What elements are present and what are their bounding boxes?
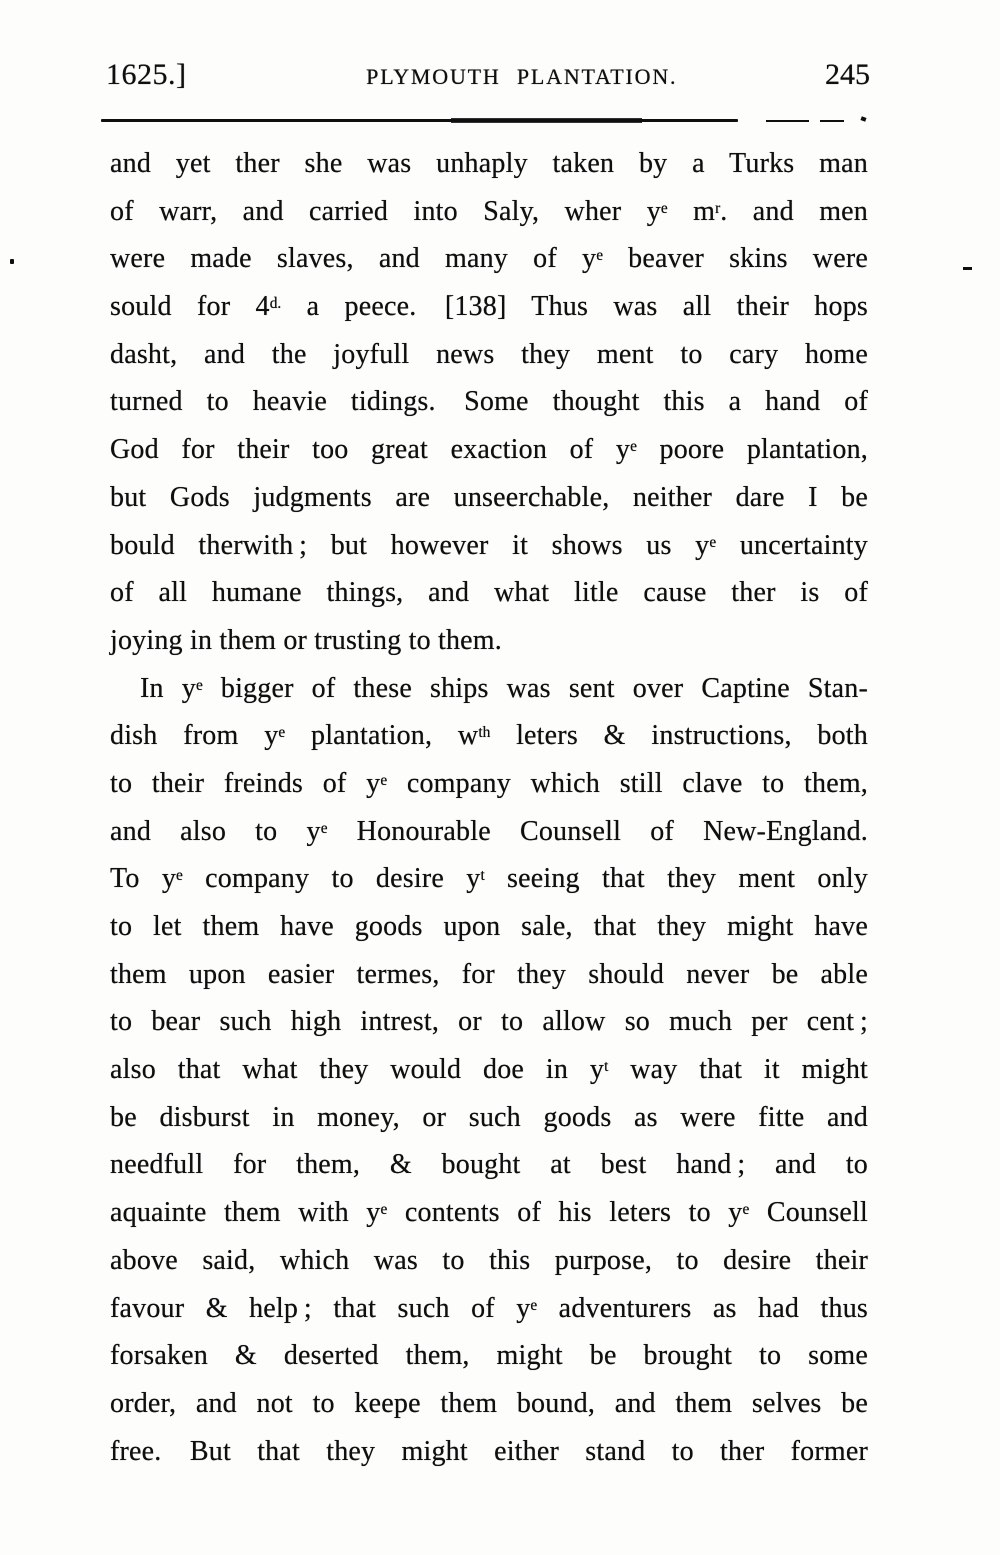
text-line: needfull for them, & bought at best hand ; and to xyxy=(110,1149,868,1181)
superscript: e xyxy=(195,676,203,694)
text-line: above said, which was to this purpose, to desire their xyxy=(110,1244,868,1276)
ink-speck-right-margin xyxy=(963,267,972,270)
superscript: e xyxy=(320,819,328,837)
superscript: e xyxy=(742,1201,750,1219)
text-line: free. But that they might either stand to ther former xyxy=(110,1435,868,1467)
page-header xyxy=(106,60,870,90)
text-line: aquainte them with $y^e$ contents of his leters to $y^e$ Counsell xyxy=(110,1197,869,1229)
running-title: PLYMOUTH PLANTATION. xyxy=(366,64,678,89)
text-line: sould for $4^{d.}$ a peece. [138] Thus was all their hops xyxy=(110,291,868,323)
superscript: e xyxy=(660,199,668,217)
superscript: e xyxy=(709,533,717,551)
text-line: of all humane things, and what litle cause ther is of xyxy=(110,577,868,609)
text-line: turned to heavie tidings. Some thought this a hand of xyxy=(110,386,868,418)
paragraph xyxy=(110,140,868,665)
text-line: to let them have goods upon sale, that they might have xyxy=(110,911,868,942)
header-rule-dash xyxy=(766,120,809,122)
text-line: bould therwith ; but however it shows us $y^e$ uncertainty xyxy=(110,529,868,561)
text-line: God for their too great exaction of $y^e$ poore plantation, xyxy=(110,434,869,466)
text-line: but Gods judgments are unseerchable, neither dare I be xyxy=(110,481,868,513)
header-year: 1625.] xyxy=(106,58,187,91)
superscript: e xyxy=(380,1201,388,1219)
superscript: t xyxy=(480,867,485,885)
superscript: e xyxy=(176,867,183,885)
text-line: and yet ther she was unhaply taken by a Turks man xyxy=(110,148,868,179)
header-rule-speck xyxy=(860,116,866,121)
ink-speck-left-margin xyxy=(10,259,14,264)
text-line: them upon easier termes, for they should never be able xyxy=(110,958,868,990)
superscript: r xyxy=(715,199,721,217)
text-line: favour & help ; that such of $y^e$ adventurers as had thus xyxy=(110,1292,868,1324)
text-line: were made slaves, and many of $y^e$ beaver skins were xyxy=(110,243,868,275)
page-number: 245 xyxy=(825,58,870,91)
header-rule-dash xyxy=(820,120,844,122)
superscript: e xyxy=(596,247,604,265)
superscript: th xyxy=(478,724,491,742)
superscript: e xyxy=(380,772,388,790)
text-line: dasht, and the joyfull news they ment to cary home xyxy=(110,338,868,370)
page-body xyxy=(110,140,868,1475)
text-line: joying in them or trusting to them. xyxy=(110,624,502,656)
text-line: be disburst in money, or such goods as were fitte and xyxy=(110,1101,868,1133)
text-line: and also to $y^e$ Honourable Counsell of New-England. xyxy=(110,815,868,847)
paragraph xyxy=(110,665,868,1476)
superscript: t xyxy=(604,1058,609,1076)
text-line: to their freinds of $y^e$ company which still clave to them, xyxy=(110,767,869,799)
superscript: e xyxy=(530,1296,538,1314)
superscript: e xyxy=(630,438,637,456)
text-line: To $y^e$ company to desire $y^t$ seeing that they ment only xyxy=(110,863,868,895)
text-line: to bear such high intrest, or to allow so much per cent ; xyxy=(110,1006,868,1038)
text-line: order, and not to keepe them bound, and them selves be xyxy=(110,1387,868,1419)
superscript: d. xyxy=(269,295,282,313)
text-line: also that what they would doe in $y^t$ way that it might xyxy=(110,1054,868,1086)
text-line: In $y^e$ bigger of these ships was sent over Captine Stan- xyxy=(140,672,869,704)
header-rule xyxy=(101,119,738,122)
text-line: of warr, and carried into Saly, wher $y^e$ $m^r$. and men xyxy=(110,195,869,227)
text-line: forsaken & deserted them, might be brought to some xyxy=(110,1340,868,1372)
text-line: dish from $y^e$ plantation, $w^{th}$ leters & instructions, both xyxy=(110,720,868,752)
superscript: e xyxy=(278,724,286,742)
